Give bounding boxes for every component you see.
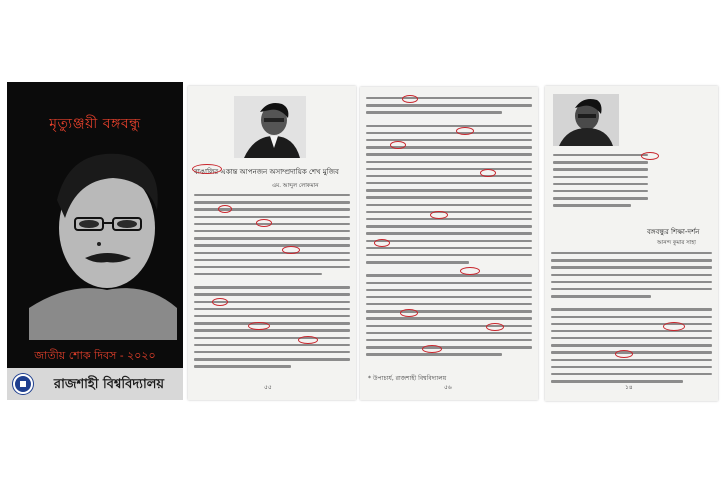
annotation-circle — [430, 211, 448, 219]
page-number: ১৪ — [625, 384, 633, 391]
annotation-circle — [615, 350, 633, 358]
page-one — [188, 86, 356, 400]
cover-footer-band — [7, 368, 183, 400]
annotation-circle — [663, 322, 685, 331]
cover-subtitle: জাতীয় শোক দিবস - ২০২০ — [34, 349, 156, 362]
article-heading: বাঙালির একান্ত আপনজন অসাম্প্রদায়িক শেখ মুজিব — [194, 168, 339, 176]
author-photo — [234, 96, 306, 158]
annotation-circle — [374, 239, 390, 247]
portrait-image — [29, 140, 177, 340]
annotation-circle — [212, 298, 228, 306]
portrait-photo — [553, 94, 619, 146]
annotation-circle — [192, 164, 222, 174]
page-number: ৫৬ — [444, 384, 452, 391]
annotation-circle — [256, 219, 272, 227]
cover-title: মৃত্যুঞ্জয়ী বঙ্গবন্ধু — [49, 116, 141, 132]
annotation-circle — [298, 336, 318, 344]
book-cover — [7, 82, 183, 400]
annotation-circle — [218, 205, 232, 213]
footnote: * উপাচার্য, রাজশাহী বিশ্ববিদ্যালয় — [368, 375, 447, 382]
article-heading: বঙ্গবন্ধুর শিক্ষা-দর্শন — [647, 228, 700, 236]
university-logo-icon — [13, 374, 33, 394]
annotation-circle — [422, 345, 442, 353]
page-three — [545, 86, 718, 401]
annotation-circle — [390, 141, 406, 149]
body-text — [551, 252, 712, 387]
body-text — [194, 194, 350, 373]
annotation-circle — [402, 95, 418, 103]
annotation-circle — [456, 127, 474, 135]
article-author: আনন্দ কুমার সাহা — [657, 240, 696, 246]
annotation-circle — [282, 246, 300, 254]
cover-university-name: রাজশাহী বিশ্ববিদ্যালয় — [53, 377, 165, 392]
annotation-circle — [248, 322, 270, 330]
page-number: ৫৫ — [264, 384, 272, 391]
article-author: এম. আব্দুল লোকমান — [272, 183, 319, 189]
page-two — [360, 87, 538, 400]
annotation-circle — [480, 169, 496, 177]
annotation-circle — [486, 323, 504, 331]
annotation-circle — [641, 152, 659, 160]
body-text — [366, 97, 532, 361]
intro-text — [553, 154, 648, 212]
annotation-circle — [460, 267, 480, 275]
annotation-circle — [400, 309, 418, 317]
